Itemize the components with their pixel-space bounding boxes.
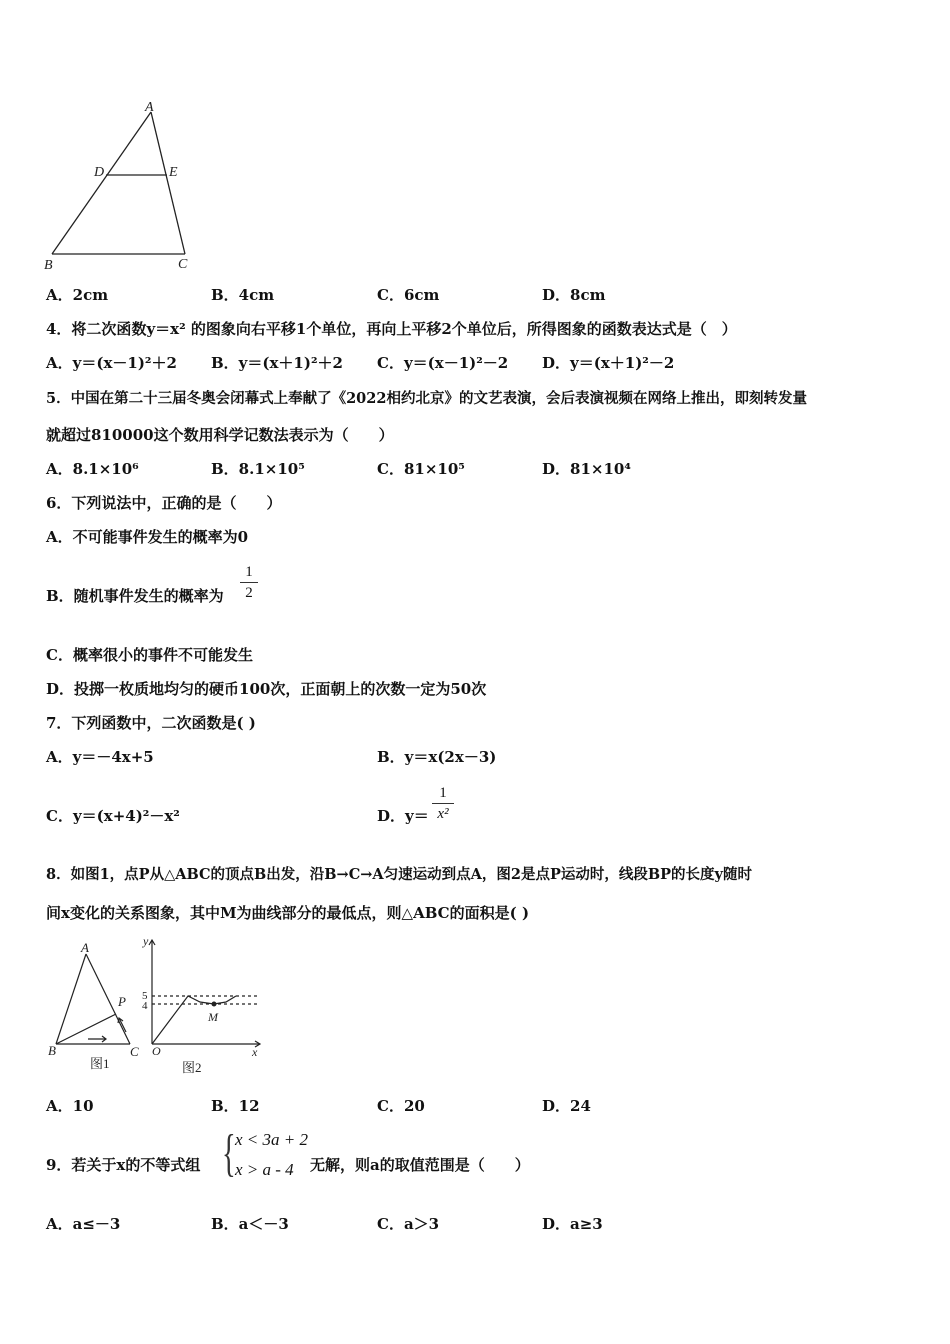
q8-option-b[interactable]: B．12 bbox=[211, 1097, 260, 1115]
q5-option-c[interactable]: C．81×10⁵ bbox=[377, 460, 465, 478]
tick-5: 5 bbox=[142, 990, 148, 1002]
q8-option-c[interactable]: C．20 bbox=[377, 1097, 425, 1115]
q5-stem-line1: 5．中国在第二十三届冬奥会闭幕式上奉献了《2022相约北京》的文艺表演，会后表演视频在网络上推出，即刻转发量 bbox=[46, 390, 807, 407]
q9-stem-prefix: 9．若关于x的不等式组 bbox=[46, 1156, 201, 1174]
q7-option-d[interactable]: D．y＝ bbox=[377, 807, 429, 825]
graph-curve bbox=[152, 996, 236, 1044]
q4-option-b[interactable]: B．y＝(x＋1)²＋2 bbox=[211, 354, 343, 372]
label-e: E bbox=[169, 165, 178, 180]
fraction-bar bbox=[432, 803, 454, 804]
side-ab bbox=[52, 112, 151, 254]
fraction-numerator: 1 bbox=[439, 785, 447, 801]
q9-option-d[interactable]: D．a≥3 bbox=[542, 1215, 603, 1233]
q7-option-a[interactable]: A．y＝－4x+5 bbox=[46, 748, 154, 766]
fraction-bar bbox=[240, 582, 258, 583]
label-d: D bbox=[94, 165, 105, 180]
label-c: C bbox=[178, 257, 188, 272]
q3-option-d[interactable]: D．8cm bbox=[542, 286, 606, 304]
q6-option-c[interactable]: C．概率很小的事件不可能发生 bbox=[46, 646, 253, 664]
q4-option-a[interactable]: A．y＝(x－1)²＋2 bbox=[46, 354, 177, 372]
q9-option-b[interactable]: B．a＜－3 bbox=[211, 1215, 289, 1233]
graph-figure-q8-fig2 bbox=[136, 932, 266, 1080]
side-ac bbox=[151, 112, 185, 254]
q5-stem-line2: 就超过810000这个数用科学记数法表示为（ ） bbox=[46, 426, 394, 444]
tick-4: 4 bbox=[142, 1000, 148, 1012]
label-p: P bbox=[118, 994, 126, 1009]
label-y: y bbox=[143, 934, 149, 948]
q3-option-b[interactable]: B．4cm bbox=[211, 286, 275, 304]
q8-option-a[interactable]: A．10 bbox=[46, 1097, 94, 1115]
fraction-numerator: 1 bbox=[245, 564, 253, 580]
q9-option-a[interactable]: A．a≤－3 bbox=[46, 1215, 121, 1233]
q4-option-d[interactable]: D．y＝(x＋1)²－2 bbox=[542, 354, 675, 372]
label-b: B bbox=[48, 1043, 56, 1058]
q8-stem-line1: 8．如图1，点P从△ABC的顶点B出发，沿B→C→A匀速运动到点A，图2是点P运动时，线段BP的长度y随时 bbox=[46, 866, 752, 883]
q5-option-d[interactable]: D．81×10⁴ bbox=[542, 460, 631, 478]
fig2-caption: 图2 bbox=[182, 1060, 202, 1075]
q7-option-d-fraction bbox=[432, 784, 454, 823]
label-m: M bbox=[208, 1010, 218, 1024]
q6-option-a[interactable]: A．不可能事件发生的概率为0 bbox=[46, 528, 249, 546]
q8-option-d[interactable]: D．24 bbox=[542, 1097, 591, 1115]
q3-option-a[interactable]: A．2cm bbox=[46, 286, 109, 304]
q6-option-b-fraction bbox=[240, 563, 258, 602]
q8-stem-line2: 间x变化的关系图象，其中M为曲线部分的最低点，则△ABC的面积是( ) bbox=[46, 904, 530, 922]
label-a: A bbox=[81, 940, 89, 955]
q9-stem-suffix: 无解，则a的取值范围是（ ） bbox=[310, 1156, 530, 1174]
fraction-denominator: x² bbox=[437, 806, 449, 822]
q7-stem: 7．下列函数中，二次函数是( ) bbox=[46, 714, 256, 732]
q6-option-d[interactable]: D．投掷一枚质地均匀的硬币100次，正面朝上的次数一定为50次 bbox=[46, 680, 487, 698]
triangle-figure-q8-fig1 bbox=[44, 940, 144, 1075]
q9-inequality-brace: { bbox=[222, 1125, 236, 1182]
label-c: C bbox=[130, 1044, 139, 1059]
side-ab bbox=[56, 954, 86, 1044]
point-m bbox=[212, 1002, 217, 1007]
fraction-denominator: 2 bbox=[245, 585, 253, 601]
q7-option-b[interactable]: B．y＝x(2x－3) bbox=[377, 748, 497, 766]
q4-option-c[interactable]: C．y＝(x－1)²－2 bbox=[377, 354, 509, 372]
q9-option-c[interactable]: C．a＞3 bbox=[377, 1215, 440, 1233]
q6-stem: 6．下列说法中，正确的是（ ） bbox=[46, 494, 282, 512]
q9-inequality-1: x < 3a + 2 bbox=[235, 1130, 308, 1149]
label-x: x bbox=[252, 1045, 258, 1059]
fig1-caption: 图1 bbox=[90, 1056, 110, 1071]
label-b: B bbox=[44, 258, 53, 273]
label-a: A bbox=[145, 100, 154, 115]
q5-option-a[interactable]: A．8.1×10⁶ bbox=[46, 460, 139, 478]
q4-stem: 4．将二次函数y＝x² 的图象向右平移1个单位，再向上平移2个单位后，所得图象的函数表达式是（ ） bbox=[46, 320, 737, 338]
q5-option-b[interactable]: B．8.1×10⁵ bbox=[211, 460, 305, 478]
label-o: O bbox=[152, 1044, 161, 1058]
triangle-figure-q3 bbox=[38, 100, 208, 275]
q7-option-c[interactable]: C．y＝(x+4)²－x² bbox=[46, 807, 180, 825]
q9-inequality-2: x > a - 4 bbox=[235, 1160, 294, 1179]
q6-option-b[interactable]: B．随机事件发生的概率为 bbox=[46, 587, 224, 605]
q3-option-c[interactable]: C．6cm bbox=[377, 286, 440, 304]
